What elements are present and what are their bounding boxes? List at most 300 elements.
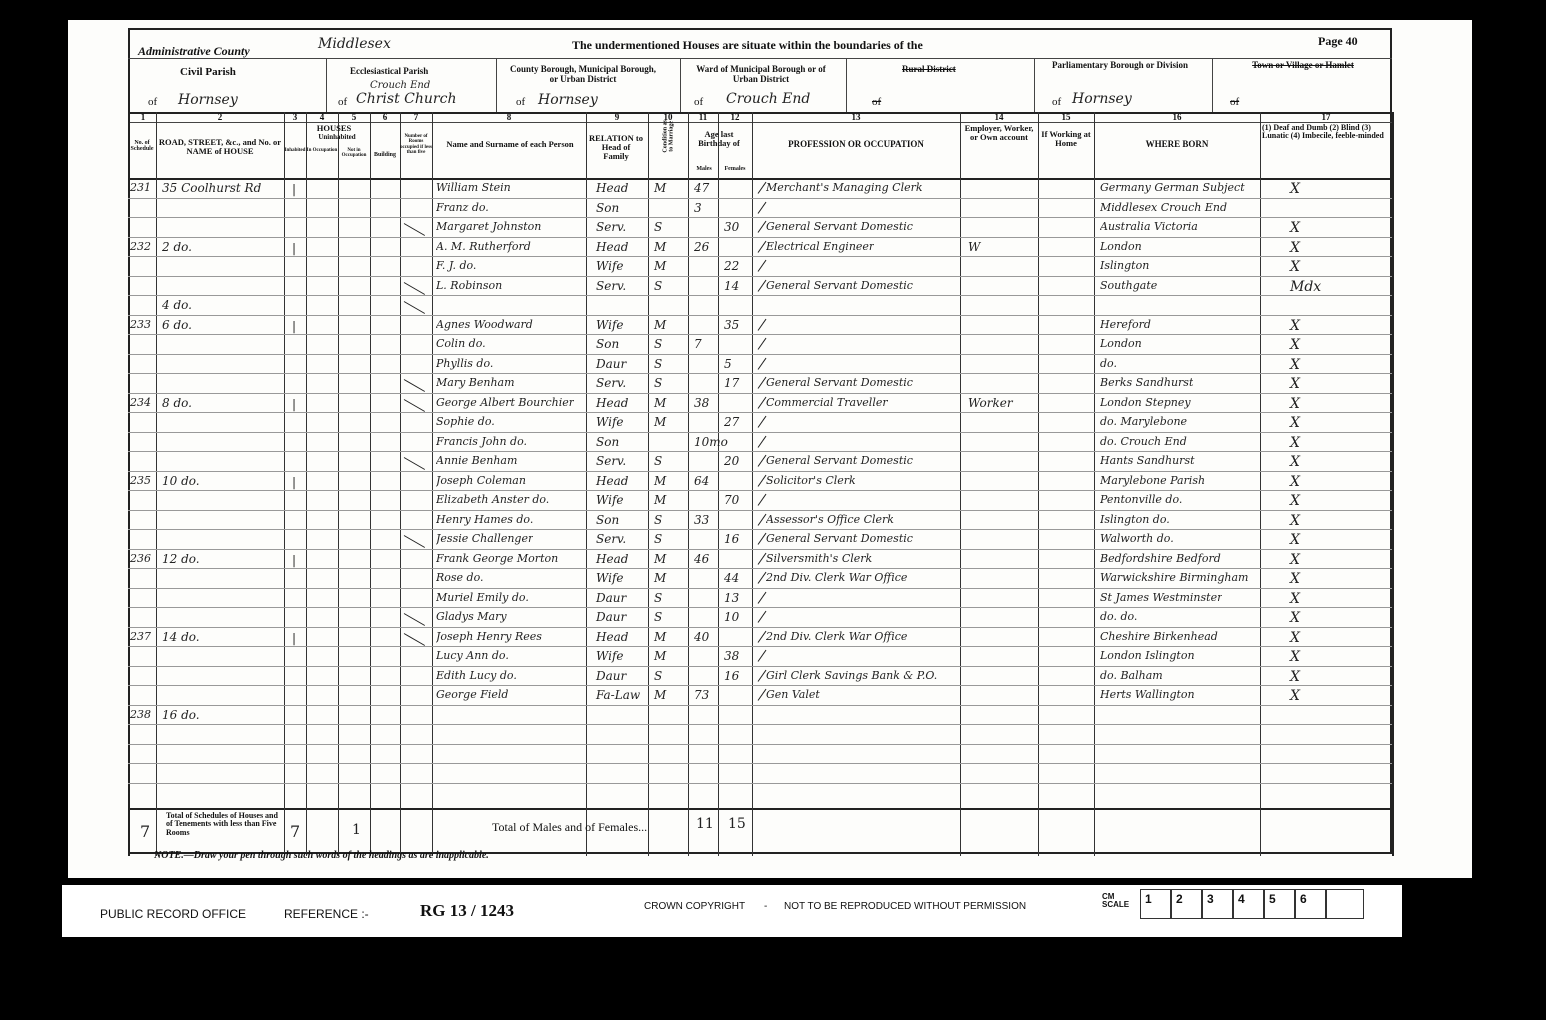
age-female: 44 bbox=[724, 571, 740, 585]
infirmity-mark: X bbox=[1290, 629, 1300, 646]
row-rule bbox=[128, 588, 1392, 589]
infirmity-mark: X bbox=[1290, 512, 1300, 529]
occupation: Commercial Traveller bbox=[766, 395, 888, 409]
parl-borough-value: Hornsey bbox=[1072, 91, 1132, 107]
occupation: Electrical Engineer bbox=[766, 239, 875, 253]
scale-cell: 2 bbox=[1171, 889, 1202, 919]
person-name: Lucy Ann do. bbox=[436, 649, 509, 662]
relation: Serv. bbox=[596, 220, 627, 234]
marital-condition: M bbox=[654, 395, 667, 410]
col-age-head: Age last Birthday of bbox=[698, 129, 740, 148]
total-schedules: 7 bbox=[140, 822, 151, 841]
person-name: Edith Lucy do. bbox=[436, 668, 517, 682]
age-female: 22 bbox=[724, 259, 740, 273]
birthplace: Hereford bbox=[1100, 317, 1151, 331]
relation: Wife bbox=[596, 493, 624, 507]
person-name: Mary Benham bbox=[436, 376, 515, 389]
row-rule bbox=[128, 217, 1392, 218]
ward-of: of bbox=[694, 96, 704, 108]
house-address: 8 do. bbox=[162, 395, 192, 410]
relation: Wife bbox=[596, 259, 624, 273]
row-rule bbox=[128, 568, 1392, 569]
col-males-head: Males bbox=[696, 166, 712, 172]
marital-condition: M bbox=[654, 181, 667, 195]
infirmity-mark: X bbox=[1290, 415, 1300, 431]
age-male: 3 bbox=[694, 200, 702, 215]
column-number: 16 bbox=[1172, 112, 1182, 122]
person-name: George Field bbox=[436, 688, 509, 701]
note-text: NOTE.—Draw your pen through such words of the headings as are inapplicable. bbox=[154, 850, 489, 861]
occupation: General Servant Domestic bbox=[766, 220, 913, 233]
civil-parish-value: Hornsey bbox=[178, 92, 238, 108]
infirmity-mark: X bbox=[1290, 259, 1300, 275]
person-name: Rose do. bbox=[436, 571, 484, 584]
ward-value: Crouch End bbox=[726, 91, 811, 107]
eccl-parish-value: Christ Church bbox=[356, 91, 457, 107]
admin-county-value: Middlesex bbox=[318, 36, 391, 52]
marital-condition: M bbox=[654, 415, 667, 429]
person-name: A. M. Rutherford bbox=[436, 239, 531, 253]
marital-condition: M bbox=[654, 629, 667, 644]
inhabited-mark: | bbox=[292, 240, 297, 255]
marital-condition: M bbox=[654, 473, 667, 488]
age-male: 7 bbox=[694, 337, 702, 351]
footer-permission: NOT TO BE REPRODUCED WITHOUT PERMISSION bbox=[784, 901, 1027, 912]
infirmity-mark: X bbox=[1290, 356, 1300, 373]
person-name: Joseph Henry Rees bbox=[436, 629, 542, 643]
row-rule bbox=[128, 334, 1392, 335]
schedule-number: 237 bbox=[130, 629, 151, 643]
marital-condition: M bbox=[654, 649, 667, 663]
row-rule bbox=[128, 256, 1392, 257]
total-not-occupation: 1 bbox=[352, 822, 361, 838]
birthplace: Islington bbox=[1100, 259, 1150, 272]
marital-condition: M bbox=[654, 239, 667, 254]
schedule-number: 231 bbox=[130, 181, 151, 194]
infirmity-mark: X bbox=[1290, 239, 1300, 256]
relation: Head bbox=[596, 473, 629, 488]
occupation: General Servant Domestic bbox=[766, 278, 913, 292]
age-male: 26 bbox=[694, 239, 710, 254]
footer-office: PUBLIC RECORD OFFICE bbox=[100, 907, 247, 921]
person-name: Colin do. bbox=[436, 337, 486, 350]
page-title: The undermentioned Houses are situate within the boundaries of the bbox=[572, 38, 923, 52]
employer-status: Worker bbox=[968, 395, 1013, 410]
eccl-parish-label: Ecclesiastical Parish bbox=[350, 66, 429, 76]
infirmity-mark: X bbox=[1290, 454, 1300, 470]
infirmity-mark: X bbox=[1290, 317, 1300, 334]
infirmity-mark: X bbox=[1290, 688, 1300, 704]
age-female: 10 bbox=[724, 610, 740, 624]
parl-borough-of: of bbox=[1052, 96, 1062, 108]
row-rule bbox=[128, 510, 1392, 511]
house-address: 35 Coolhurst Rd bbox=[162, 181, 262, 195]
house-address: 6 do. bbox=[162, 317, 192, 332]
town-label: Town or Village or Hamlet bbox=[1252, 60, 1354, 70]
footer-ref-label: REFERENCE :- bbox=[284, 907, 369, 921]
marital-condition: M bbox=[654, 551, 667, 566]
infirmity-mark: Mdx bbox=[1290, 278, 1322, 295]
birthplace: St James Westminster bbox=[1100, 590, 1223, 604]
relation: Daur bbox=[596, 590, 627, 605]
row-rule bbox=[128, 354, 1392, 355]
col-houses-head: HOUSES bbox=[316, 123, 352, 133]
marital-condition: M bbox=[654, 688, 667, 702]
relation: Serv. bbox=[596, 278, 627, 293]
ward-label: Ward of Municipal Borough or of Urban District bbox=[696, 64, 826, 84]
schedule-number: 238 bbox=[130, 707, 151, 721]
column-number: 7 bbox=[413, 112, 419, 122]
person-name: L. Robinson bbox=[436, 278, 503, 292]
column-number: 17 bbox=[1321, 112, 1331, 122]
row-rule bbox=[128, 295, 1392, 296]
record-office-footer bbox=[62, 885, 1402, 937]
age-male: 10mo bbox=[694, 434, 728, 449]
birthplace: Southgate bbox=[1100, 278, 1158, 292]
males-females-label: Total of Males and of Females... bbox=[492, 820, 648, 834]
footer-ref-value: RG 13 / 1243 bbox=[420, 901, 514, 920]
header-rule bbox=[680, 58, 681, 112]
schedule-number: 232 bbox=[130, 239, 151, 253]
relation: Daur bbox=[596, 356, 627, 371]
total-inhabited: 7 bbox=[290, 822, 301, 841]
total-females: 15 bbox=[728, 816, 746, 832]
person-name: George Albert Bourchier bbox=[436, 395, 574, 409]
relation: Daur bbox=[596, 610, 627, 624]
county-borough-value: Hornsey bbox=[538, 92, 598, 108]
totals-top bbox=[128, 808, 1392, 810]
relation: Fa-Law bbox=[596, 688, 641, 702]
column-number: 10 bbox=[663, 112, 673, 122]
person-name: Jessie Challenger bbox=[436, 532, 534, 545]
person-name: Francis John do. bbox=[436, 434, 528, 448]
col-infirmity-head: (1) Deaf and Dumb (2) Blind (3) Lunatic (4) Imbecile, feeble-minded bbox=[1262, 123, 1384, 141]
civil-parish-label: Civil Parish bbox=[180, 66, 236, 78]
column-number: 6 bbox=[382, 112, 388, 122]
marital-condition: M bbox=[654, 571, 667, 585]
person-name: Muriel Emily do. bbox=[436, 590, 529, 604]
age-male: 33 bbox=[694, 512, 710, 527]
col-born-head: WHERE BORN bbox=[1145, 139, 1209, 149]
infirmity-mark: X bbox=[1290, 434, 1300, 451]
house-address: 10 do. bbox=[162, 473, 200, 488]
relation: Head bbox=[596, 395, 629, 410]
birthplace: do. do. bbox=[1100, 610, 1138, 623]
occupation: Assessor's Office Clerk bbox=[766, 512, 894, 526]
col-inhabited-head: Inhabited bbox=[284, 148, 306, 153]
infirmity-mark: X bbox=[1290, 395, 1300, 412]
infirmity-mark: X bbox=[1290, 649, 1300, 665]
infirmity-mark: X bbox=[1290, 376, 1300, 392]
infirmity-mark: X bbox=[1290, 551, 1300, 568]
house-address: 12 do. bbox=[162, 551, 200, 566]
county-borough-of: of bbox=[516, 96, 526, 108]
person-name: Agnes Woodward bbox=[436, 317, 533, 331]
row-rule bbox=[128, 373, 1392, 374]
infirmity-mark: X bbox=[1290, 220, 1300, 236]
birthplace: do. Crouch End bbox=[1100, 434, 1187, 448]
age-male: 47 bbox=[694, 181, 710, 195]
birthplace: Germany German Subject bbox=[1100, 181, 1245, 194]
infirmity-mark: X bbox=[1290, 668, 1300, 685]
person-name: Margaret Johnston bbox=[436, 220, 542, 233]
age-female: 16 bbox=[724, 532, 740, 546]
row-rule bbox=[128, 393, 1392, 394]
age-female: 70 bbox=[724, 493, 740, 507]
birthplace: Pentonville do. bbox=[1100, 493, 1183, 506]
person-name: Annie Benham bbox=[436, 454, 518, 467]
col-home-head: If Working at Home bbox=[1041, 129, 1091, 148]
age-female: 17 bbox=[724, 376, 740, 390]
row-rule bbox=[128, 685, 1392, 686]
person-name: Henry Hames do. bbox=[436, 512, 534, 526]
birthplace: Walworth do. bbox=[1100, 532, 1174, 545]
column-number: 11 bbox=[698, 112, 708, 122]
header-rule bbox=[496, 58, 497, 112]
house-address: 2 do. bbox=[162, 239, 192, 254]
admin-county-label: Administrative County bbox=[138, 44, 250, 58]
person-name: Frank George Morton bbox=[436, 551, 559, 565]
row-rule bbox=[128, 783, 1392, 784]
county-borough-label: County Borough, Municipal Borough, or Urban District bbox=[510, 64, 656, 84]
col-building-head: Building bbox=[373, 152, 396, 158]
relation: Serv. bbox=[596, 532, 627, 546]
col-schedule-head: No. of Schedule bbox=[130, 140, 154, 153]
inhabited-mark: | bbox=[292, 474, 297, 489]
footer-scale-label: CM SCALE bbox=[1102, 892, 1130, 909]
birthplace: do. bbox=[1100, 356, 1117, 370]
relation: Son bbox=[596, 200, 620, 215]
marital-condition: S bbox=[654, 512, 663, 527]
col-condition-head: Condition as to Marriage bbox=[662, 120, 675, 153]
row-rule bbox=[128, 451, 1392, 452]
relation: Wife bbox=[596, 571, 624, 585]
scale-cell: 4 bbox=[1233, 889, 1264, 919]
col-name-head: Name and Surname of each Person bbox=[446, 139, 574, 149]
infirmity-mark: X bbox=[1290, 181, 1300, 197]
relation: Son bbox=[596, 512, 620, 527]
person-name: Phyllis do. bbox=[436, 356, 494, 370]
heading-bottom bbox=[128, 178, 1392, 180]
relation: Daur bbox=[596, 668, 627, 683]
occupation: 2nd Div. Clerk War Office bbox=[766, 629, 908, 643]
row-rule bbox=[128, 490, 1392, 491]
birthplace: Islington do. bbox=[1100, 512, 1170, 526]
row-rule bbox=[128, 666, 1392, 667]
total-males: 11 bbox=[696, 816, 714, 832]
row-rule bbox=[128, 412, 1392, 413]
birthplace: Cheshire Birkenhead bbox=[1100, 629, 1218, 643]
column-number: 5 bbox=[351, 112, 357, 122]
birthplace: Berks Sandhurst bbox=[1100, 376, 1194, 389]
infirmity-mark: X bbox=[1290, 337, 1300, 353]
person-name: Elizabeth Anster do. bbox=[436, 493, 550, 506]
occupation: General Servant Domestic bbox=[766, 376, 913, 389]
column-number: 9 bbox=[614, 112, 620, 122]
col-females-head: Females bbox=[724, 166, 746, 172]
marital-condition: S bbox=[654, 610, 663, 624]
relation: Son bbox=[596, 337, 620, 351]
marital-condition: M bbox=[654, 259, 667, 273]
infirmity-mark: X bbox=[1290, 610, 1300, 626]
age-male: 38 bbox=[694, 395, 710, 410]
relation: Wife bbox=[596, 317, 624, 332]
row-rule bbox=[128, 724, 1392, 725]
totals-label: Total of Schedules of Houses and of Tenements with less than Five Rooms bbox=[166, 811, 278, 837]
schedule-number: 236 bbox=[130, 551, 151, 565]
age-female: 27 bbox=[724, 415, 740, 429]
row-rule bbox=[128, 432, 1392, 433]
birthplace: Herts Wallington bbox=[1100, 688, 1195, 701]
birthplace: Marylebone Parish bbox=[1100, 473, 1206, 487]
occupation: Merchant's Managing Clerk bbox=[766, 181, 923, 194]
occupation: Girl Clerk Savings Bank & P.O. bbox=[766, 668, 938, 682]
birthplace: Bedfordshire Bedford bbox=[1100, 551, 1221, 565]
column-number: 1 bbox=[140, 112, 146, 122]
birthplace: London bbox=[1100, 239, 1142, 253]
col-relation-head: RELATION to Head of Family bbox=[589, 133, 643, 161]
row-rule bbox=[128, 237, 1392, 238]
relation: Son bbox=[596, 434, 620, 449]
scale-cell: 1 bbox=[1140, 889, 1171, 919]
row-rule bbox=[128, 744, 1392, 745]
age-female: 35 bbox=[724, 317, 740, 332]
relation: Head bbox=[596, 181, 629, 195]
occupation: 2nd Div. Clerk War Office bbox=[766, 571, 908, 584]
column-number: 15 bbox=[1061, 112, 1071, 122]
occupation: Silversmith's Clerk bbox=[766, 551, 873, 565]
birthplace: London bbox=[1100, 337, 1142, 350]
birthplace: Warwickshire Birmingham bbox=[1100, 571, 1249, 584]
birthplace: London Islington bbox=[1100, 649, 1195, 662]
col-occupation-head: PROFESSION OR OCCUPATION bbox=[788, 139, 924, 149]
infirmity-mark: X bbox=[1290, 532, 1300, 548]
age-female: 14 bbox=[724, 278, 740, 293]
header-rule bbox=[846, 58, 847, 112]
age-female: 16 bbox=[724, 668, 740, 683]
col-in-occupation-head: In Occupation bbox=[306, 148, 338, 153]
footer-copyright: CROWN COPYRIGHT bbox=[644, 901, 746, 912]
age-male: 46 bbox=[694, 551, 710, 566]
age-male: 73 bbox=[694, 688, 710, 702]
header-rule bbox=[1212, 58, 1213, 112]
header-divider bbox=[128, 58, 1392, 59]
inhabited-mark: | bbox=[292, 318, 297, 333]
column-number: 8 bbox=[506, 112, 512, 122]
rural-district-of: of bbox=[872, 96, 882, 108]
scale-cell: 6 bbox=[1295, 889, 1326, 919]
inhabited-mark: | bbox=[292, 182, 297, 196]
age-female: 20 bbox=[724, 454, 740, 468]
marital-condition: S bbox=[654, 356, 663, 371]
column-number: 3 bbox=[292, 112, 298, 122]
row-rule bbox=[128, 276, 1392, 277]
marital-condition: M bbox=[654, 493, 667, 507]
employer-status: W bbox=[968, 239, 981, 254]
col-uninhabited-head: Uninhabited bbox=[318, 133, 356, 141]
relation: Wife bbox=[596, 415, 624, 429]
schedule-number: 233 bbox=[130, 317, 151, 331]
person-name: William Stein bbox=[436, 181, 511, 194]
column-number: 2 bbox=[217, 112, 223, 122]
cm-scale bbox=[1140, 889, 1364, 919]
person-name: Franz do. bbox=[436, 200, 489, 214]
row-rule bbox=[128, 471, 1392, 472]
inhabited-mark: | bbox=[292, 630, 297, 645]
marital-condition: S bbox=[654, 278, 663, 293]
house-address: 16 do. bbox=[162, 707, 200, 722]
column-number: 14 bbox=[994, 112, 1004, 122]
row-rule bbox=[128, 627, 1392, 628]
inhabited-mark: | bbox=[292, 552, 297, 567]
inhabited-mark: | bbox=[292, 396, 297, 411]
header-rule bbox=[326, 58, 327, 112]
column-number: 13 bbox=[851, 112, 861, 122]
infirmity-mark: X bbox=[1290, 493, 1300, 509]
col-road-head: ROAD, STREET, &c., and No. or NAME of HOUSE bbox=[158, 137, 282, 156]
age-male: 64 bbox=[694, 473, 710, 488]
person-name: F. J. do. bbox=[436, 259, 477, 272]
row-rule bbox=[128, 646, 1392, 647]
header-rule bbox=[1034, 58, 1035, 112]
marital-condition: S bbox=[654, 532, 663, 546]
relation: Serv. bbox=[596, 454, 627, 468]
relation: Head bbox=[596, 551, 629, 566]
town-of: of bbox=[1230, 96, 1240, 108]
marital-condition: S bbox=[654, 376, 663, 390]
person-name: Gladys Mary bbox=[436, 610, 507, 623]
age-female: 30 bbox=[724, 220, 740, 234]
occupation: General Servant Domestic bbox=[766, 454, 913, 467]
marital-condition: S bbox=[654, 337, 663, 351]
eccl-parish-of: of bbox=[338, 96, 348, 108]
birthplace: Australia Victoria bbox=[1100, 220, 1198, 233]
relation: Head bbox=[596, 629, 629, 644]
col-rooms-head: Number of Rooms occupied if less than five bbox=[400, 134, 432, 155]
marital-condition: S bbox=[654, 668, 663, 683]
age-female: 13 bbox=[724, 590, 740, 605]
schedule-number: 235 bbox=[130, 473, 151, 487]
infirmity-mark: X bbox=[1290, 571, 1300, 587]
page-number: Page 40 bbox=[1318, 34, 1358, 48]
age-male: 40 bbox=[694, 629, 710, 644]
marital-condition: S bbox=[654, 220, 663, 234]
row-rule bbox=[128, 529, 1392, 530]
civil-parish-of: of bbox=[148, 96, 158, 108]
row-rule bbox=[128, 315, 1392, 316]
relation: Wife bbox=[596, 649, 624, 663]
birthplace: London Stepney bbox=[1100, 395, 1191, 409]
rural-district-label: Rural District bbox=[902, 64, 956, 74]
infirmity-mark: X bbox=[1290, 473, 1300, 490]
marital-condition: S bbox=[654, 590, 663, 605]
birthplace: do. Balham bbox=[1100, 668, 1163, 682]
footer-dash: - bbox=[764, 901, 768, 912]
occupation: General Servant Domestic bbox=[766, 532, 913, 545]
relation: Head bbox=[596, 239, 629, 254]
age-female: 38 bbox=[724, 649, 740, 663]
col-employer-head: Employer, Worker, or Own account bbox=[964, 123, 1034, 142]
scale-cell: 5 bbox=[1264, 889, 1295, 919]
row-rule bbox=[128, 607, 1392, 608]
house-address: 4 do. bbox=[162, 298, 192, 312]
infirmity-mark: X bbox=[1290, 590, 1300, 607]
col-not-occupation-head: Not in Occupation bbox=[341, 148, 367, 159]
birthplace: do. Marylebone bbox=[1100, 415, 1188, 428]
marital-condition: S bbox=[654, 454, 663, 468]
parl-borough-label: Parliamentary Borough or Division bbox=[1052, 60, 1188, 70]
marital-condition: M bbox=[654, 317, 667, 332]
